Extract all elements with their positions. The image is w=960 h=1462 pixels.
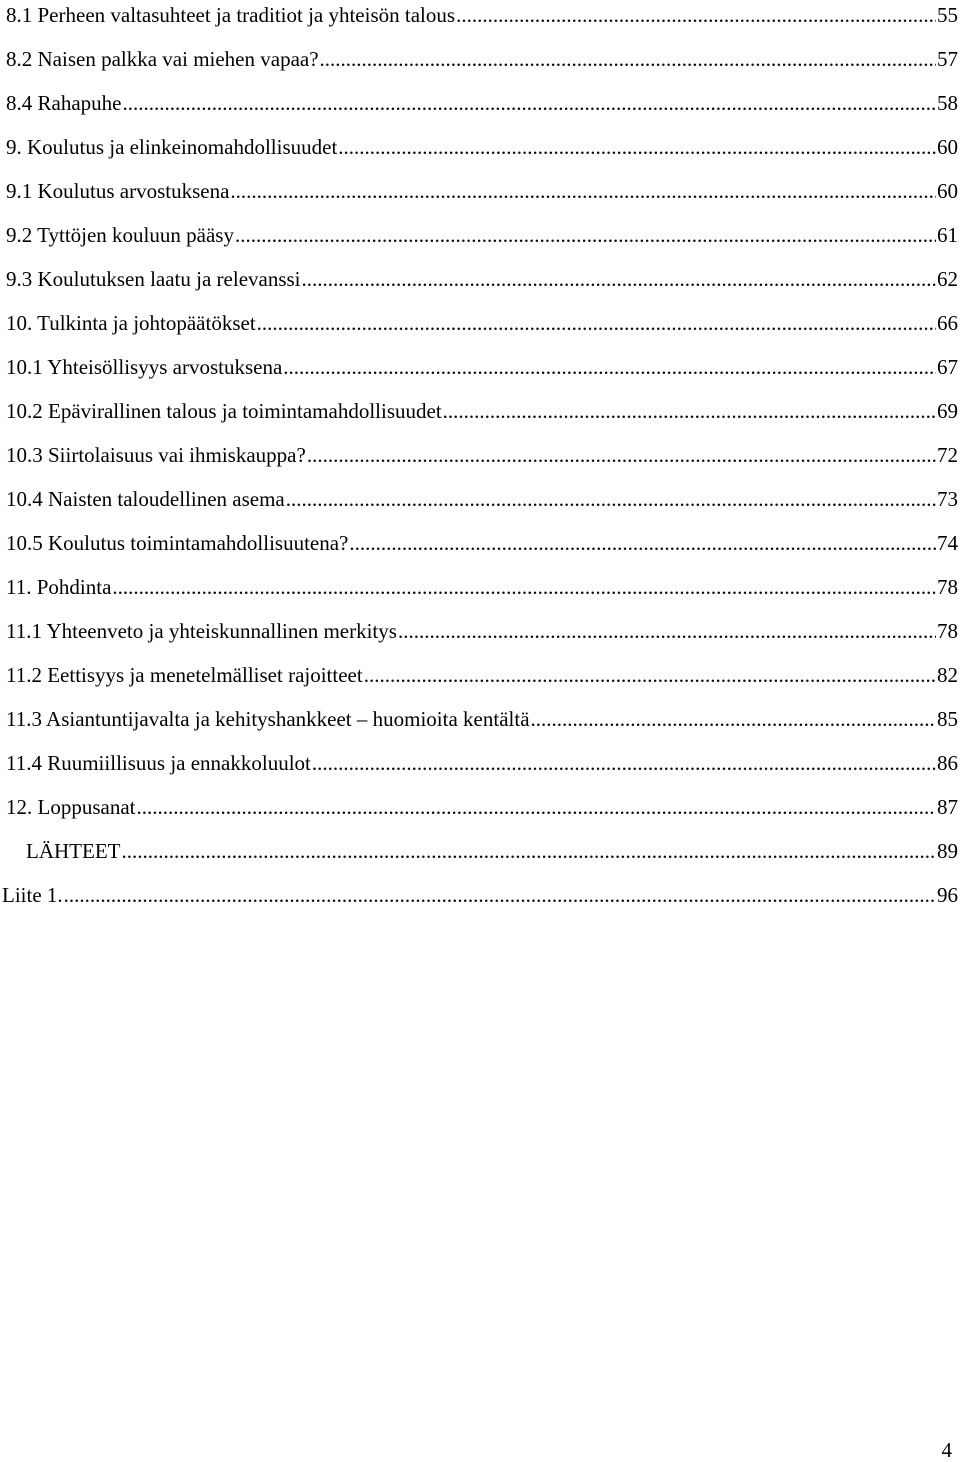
toc-entry-page: 72 [937,443,958,467]
toc-dot-leader [456,0,936,30]
toc-entry-title: 8.2 Naisen palkka vai miehen vapaa? [6,47,319,71]
toc-entry[interactable] [0,748,958,778]
toc-entry-page: 74 [937,531,958,555]
toc-entry-title: 9.1 Koulutus arvostuksena [6,179,230,203]
toc-dot-leader [121,836,936,866]
toc-dot-leader [307,440,936,470]
toc-dot-leader [136,792,936,822]
toc-entry[interactable] [0,176,958,206]
toc-dot-leader [320,44,936,74]
toc-entry[interactable] [0,132,958,162]
toc-dot-leader [64,880,936,910]
toc-entry-page: 86 [937,751,958,775]
toc-entry[interactable] [0,352,958,382]
toc-dot-leader [257,308,936,338]
toc-dot-leader [398,616,936,646]
toc-entry-title: 10.3 Siirtolaisuus vai ihmiskauppa? [6,443,306,467]
toc-entry-page: 89 [937,839,958,863]
toc-entry[interactable] [0,836,958,866]
toc-entry[interactable] [0,88,958,118]
toc-entry-page: 60 [937,179,958,203]
toc-entry-page: 78 [937,619,958,643]
toc-entry-page: 69 [937,399,958,423]
toc-entry[interactable] [0,880,958,910]
toc-entry-page: 57 [937,47,958,71]
toc-entry-page: 58 [937,91,958,115]
toc-entry-title: 8.4 Rahapuhe [6,91,122,115]
toc-entry[interactable] [0,264,958,294]
toc-entry-page: 78 [937,575,958,599]
toc-dot-leader [531,704,936,734]
toc-entry-page: 82 [937,663,958,687]
toc-entry[interactable] [0,572,958,602]
toc-entry-title: 11.2 Eettisyys ja menetelmälliset rajoitteet [6,663,363,687]
toc-entry-page: 67 [937,355,958,379]
toc-entry-title: Liite 1. [2,883,63,907]
toc-entry[interactable] [0,220,958,250]
toc-entry[interactable] [0,440,958,470]
page-number: 4 [941,1438,952,1462]
toc-entry-title: 10.1 Yhteisöllisyys arvostuksena [6,355,283,379]
toc-dot-leader [286,484,936,514]
toc-dot-leader [302,264,936,294]
toc-entry-title: 10.5 Koulutus toimintamahdollisuutena? [6,531,349,555]
toc-entry-title: 10.2 Epävirallinen talous ja toimintamahdollisuudet [6,399,442,423]
toc-entry[interactable] [0,528,958,558]
toc-entry[interactable] [0,616,958,646]
toc-entry[interactable] [0,484,958,514]
toc-entry-title: 11.4 Ruumiillisuus ja ennakkoluulot [6,751,311,775]
toc-entry[interactable] [0,308,958,338]
toc-entry[interactable] [0,396,958,426]
toc-entry-title: 11. Pohdinta [6,575,112,599]
toc-entry-page: 55 [937,3,958,27]
toc-entry-page: 62 [937,267,958,291]
toc-dot-leader [283,352,936,382]
toc-dot-leader [338,132,936,162]
toc-entry-title: 9. Koulutus ja elinkeinomahdollisuudet [6,135,338,159]
toc-entry-page: 85 [937,707,958,731]
toc-entry-title: 9.3 Koulutuksen laatu ja relevanssi [6,267,301,291]
toc-entry-title: 11.3 Asiantuntijavalta ja kehityshankkeet – huomioita kentältä [6,707,530,731]
toc-entry-title: 8.1 Perheen valtasuhteet ja traditiot ja yhteisön talous [6,3,456,27]
toc-entry-title: 11.1 Yhteenveto ja yhteiskunnallinen merkitys [6,619,397,643]
toc-entry-page: 61 [937,223,958,247]
toc-entry-page: 60 [937,135,958,159]
toc-entry-page: 87 [937,795,958,819]
toc-entry[interactable] [0,44,958,74]
toc-dot-leader [364,660,936,690]
toc-entry-title: 9.2 Tyttöjen kouluun pääsy [6,223,234,247]
toc-dot-leader [443,396,936,426]
toc-dot-leader [112,572,936,602]
toc-entry[interactable] [0,704,958,734]
toc-dot-leader [349,528,936,558]
toc-entry-page: 96 [937,883,958,907]
toc-entry[interactable] [0,0,958,30]
toc-dot-leader [230,176,936,206]
toc-entry-title: 10. Tulkinta ja johtopäätökset [6,311,256,335]
toc-entry-title: 10.4 Naisten taloudellinen asema [6,487,285,511]
toc-dot-leader [122,88,936,118]
toc-entry-title: LÄHTEET [26,839,121,863]
toc-entry-page: 73 [937,487,958,511]
toc-dot-leader [312,748,936,778]
toc-entry[interactable] [0,792,958,822]
toc-entry-page: 66 [937,311,958,335]
toc-dot-leader [235,220,936,250]
toc-entry[interactable] [0,660,958,690]
toc-entry-title: 12. Loppusanat [6,795,136,819]
